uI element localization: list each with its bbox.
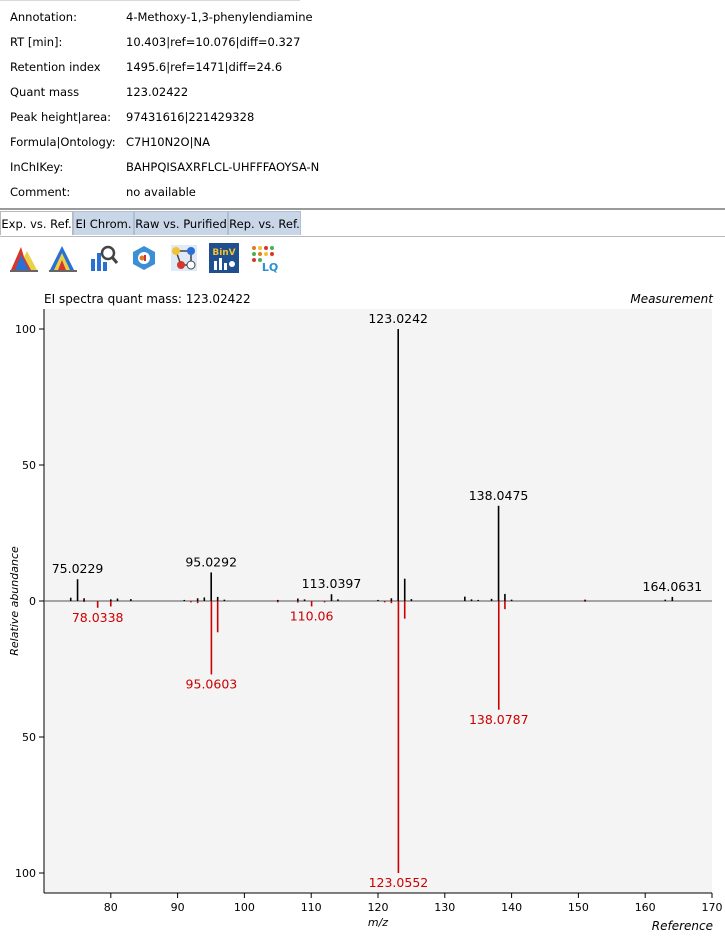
reference-peak-label: 110.06	[289, 608, 334, 624]
x-tick-label: 110	[300, 901, 322, 914]
binv-label: BinV	[212, 248, 236, 258]
x-tick-label: 120	[367, 901, 389, 914]
y-tick-label: 100	[15, 323, 36, 336]
lq-icon[interactable]	[249, 243, 279, 273]
info-row	[0, 154, 725, 179]
x-tick-label: 130	[434, 901, 456, 914]
toolbar	[0, 241, 725, 277]
reference-peak-label: 78.0338	[71, 609, 124, 625]
spectrum-chart-svg	[0, 285, 725, 935]
reference-peak-label: 138.0787	[468, 711, 529, 727]
top-tab-edge	[0, 0, 300, 1]
lq-label: LQ	[261, 261, 279, 273]
chart-title: EI spectra quant mass: 123.02422	[44, 292, 251, 306]
info-label: Comment:	[10, 185, 71, 199]
info-value: 10.403|ref=10.076|diff=0.327	[126, 35, 301, 49]
x-tick-label: 100	[233, 901, 255, 914]
structure-hexagon-icon[interactable]	[129, 243, 159, 273]
top-strip	[0, 0, 725, 3]
tab-ei-chrom[interactable]: EI Chrom.	[73, 211, 134, 235]
measurement-peak-label: 138.0475	[468, 487, 529, 503]
measurement-peak-label: 75.0229	[51, 561, 104, 577]
info-value: C7H10N2O|NA	[126, 135, 210, 149]
info-value: 123.02422	[126, 85, 189, 99]
info-label: Quant mass	[10, 85, 80, 99]
x-tick-label: 80	[103, 901, 118, 914]
tab-rep-vs-ref[interactable]: Rep. vs. Ref.	[228, 211, 301, 235]
spectrum-chart	[0, 285, 725, 935]
y-axis-label: Relative abundance	[8, 546, 21, 656]
info-label: Retention index	[10, 60, 101, 74]
info-label: RT [min]:	[10, 35, 63, 49]
x-tick-label: 160	[634, 901, 656, 914]
x-axis-label: m/z	[367, 916, 389, 929]
info-label: Annotation:	[10, 10, 77, 24]
panel-splitter[interactable]	[0, 208, 725, 210]
spectrum-overlay-icon[interactable]	[48, 243, 78, 273]
reference-label: Reference	[651, 919, 713, 933]
info-value: no available	[126, 185, 196, 199]
info-row	[0, 129, 725, 154]
y-tick-label: 0	[29, 595, 36, 608]
info-row	[0, 29, 725, 54]
info-label: Formula|Ontology:	[10, 135, 116, 149]
reference-peak-label: 95.0603	[185, 676, 238, 692]
tab-exp-vs-ref[interactable]: Exp. vs. Ref.	[0, 211, 73, 235]
info-row	[0, 54, 725, 79]
info-label: Peak height|area:	[10, 110, 112, 124]
y-tick-label: 50	[22, 731, 36, 744]
info-row	[0, 104, 725, 129]
measurement-label: Measurement	[630, 292, 713, 306]
info-label: InChIKey:	[10, 160, 64, 174]
x-tick-label: 170	[701, 901, 723, 914]
x-tick-label: 150	[567, 901, 589, 914]
molecular-network-icon[interactable]	[169, 243, 199, 273]
info-value: 1495.6|ref=1471|diff=24.6	[126, 60, 283, 74]
y-tick-label: 100	[15, 867, 36, 880]
spectrum-icon[interactable]	[9, 243, 39, 273]
y-tick-label: 50	[22, 459, 36, 472]
x-tick-label: 90	[170, 901, 185, 914]
measurement-peak-label: 164.0631	[642, 578, 703, 594]
measurement-peak-label: 123.0242	[368, 311, 429, 326]
binv-icon[interactable]	[209, 243, 239, 273]
spectrum-search-icon[interactable]	[89, 243, 119, 273]
info-row	[0, 179, 725, 204]
tab-raw-vs-purified[interactable]: Raw vs. Purified	[134, 211, 228, 235]
measurement-peak-label: 113.0397	[301, 576, 362, 592]
measurement-peak-label: 95.0292	[185, 554, 238, 570]
info-value: 97431616|221429328	[126, 110, 255, 124]
info-value: 4-Methoxy-1,3-phenylendiamine	[126, 10, 313, 24]
x-tick-label: 140	[501, 901, 523, 914]
info-row	[0, 79, 725, 104]
info-value: BAHPQISAXRFLCL-UHFFFAOYSA-N	[126, 160, 320, 174]
compound-info-panel	[0, 4, 725, 204]
reference-peak-label: 123.0552	[368, 875, 429, 890]
view-tabs	[0, 211, 725, 237]
info-row	[0, 4, 725, 29]
